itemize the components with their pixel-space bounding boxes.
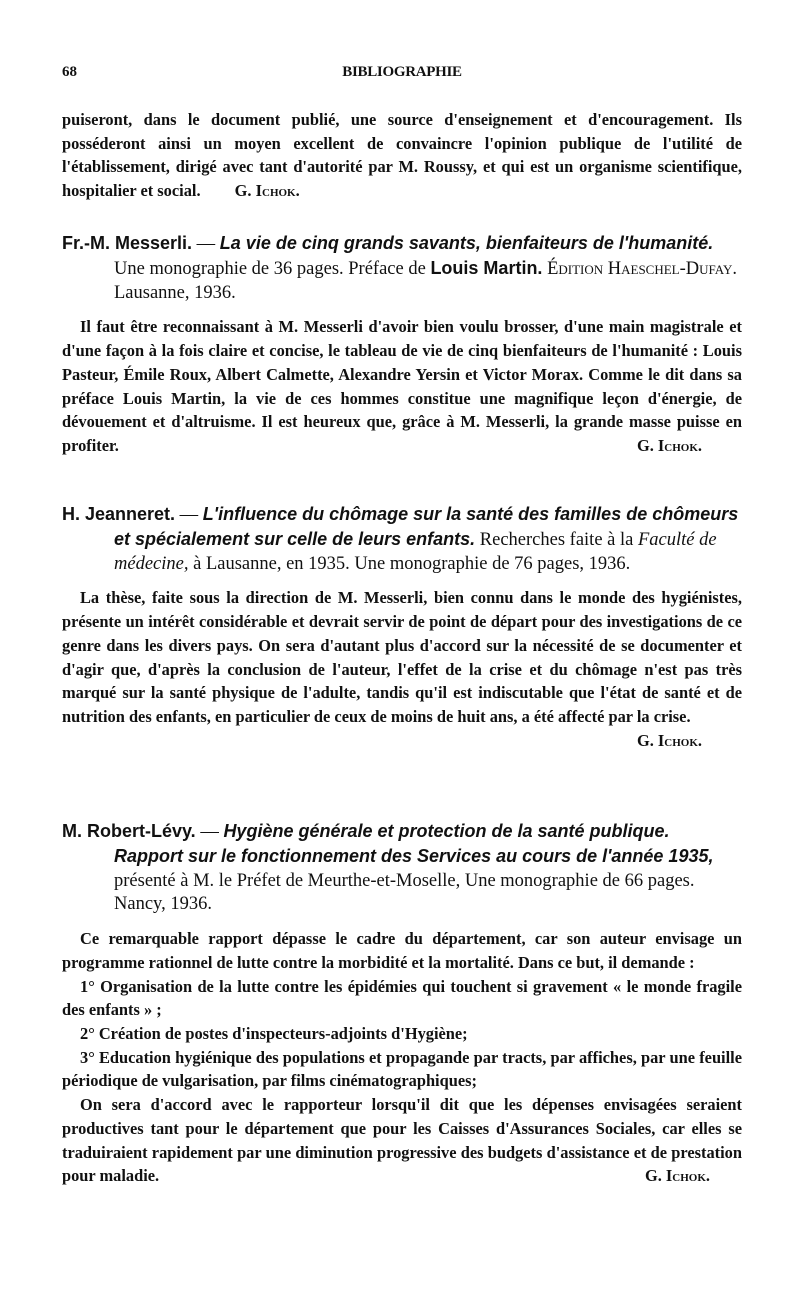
entry-review [62, 927, 742, 1188]
page-header [62, 64, 742, 88]
document-page [62, 0, 742, 1304]
entry-list-item: 3° Education hygiénique des populations et propagande par tracts, par affiches, par une feuille périodique de vulgarisation, par films cinématographiques; [62, 1047, 742, 1091]
entry-review [62, 586, 742, 750]
continuation-signature: G. Ichok. [234, 181, 300, 201]
entry-author: Fr.-M. Messerli. [62, 233, 193, 253]
entry-preface-author: Louis Martin. [430, 257, 543, 278]
entry-details: présenté à M. le Préfet de Meurthe-et-Moselle, Une monographie de 66 pages. Nancy, 1936. [114, 870, 695, 915]
entry-review [62, 315, 742, 457]
entry-title: Hygiène générale et protection de la santé publique. Rapport sur le fonctionnement des Services au cours de l'année 1935, [114, 821, 714, 866]
entry-details: Une monographie de 36 pages. Préface de [114, 258, 426, 279]
entry-author: H. Jeanneret. [62, 504, 176, 524]
page-number: 68 [62, 64, 77, 80]
entry-faculty: Faculté de médecine, [114, 529, 717, 574]
entry-review-outro [62, 1093, 742, 1188]
entry-title: La vie de cinq grands savants, bienfaiteurs de l'humanité. [219, 233, 714, 253]
entry-review-text: Il faut être reconnaissant à M. Messerli d'avoir bien voulu brosser, d'une main magistrale et d'une façon à la fois claire et concise, le tableau de vie de cinq bienfaiteurs de l'humanité : Louis Pasteur, Émile Roux, Albert Calmette, Alexandre Yersin et Victor Morax. Comme le dit dans sa préface Louis Martin, la vie de ces hommes constitue une magnifique leçon d'énergie, de dévouement et d'altruisme. Il est heureux que, grâce à M. Messerli, la grande masse puisse en profiter. [62, 317, 742, 455]
entry-author: M. Robert-Lévy. [62, 821, 196, 841]
entry-heading: H. Jeanneret. — L'influence du chômage sur la santé des familles de chômeurs et spécialement sur celle de leurs enfants. Recherches faite à la Faculté de médecine, à Lausanne, en 1935. Une monographie de 76 pages, 1936. [62, 504, 739, 574]
bibliography-entry-messerli [62, 232, 742, 458]
continuation-paragraph [62, 108, 742, 203]
entry-list-item: 2° Création de postes d'inspecteurs-adjoints d'Hygiène; [80, 1024, 468, 1043]
continuation-text: puiseront, dans le document publié, une source d'enseignement et d'encouragement. Ils posséderont ainsi un moyen excellent de convaincre l'opinion publique de l'utilité de l'établissement, dirigé avec tant d'autorité par M. Roussy, et qui est un organisme scientifique, hospitalier et social. [62, 110, 742, 201]
entry-title: L'influence du chômage sur la santé des familles de chômeurs et spécialement sur celle de leurs enfants. [114, 504, 739, 549]
entry-heading: Fr.-M. Messerli. — La vie de cinq grands savants, bienfaiteurs de l'humanité. Une monographie de 36 pages. Préface de Louis Martin. Édition Haeschel-Dufay. Lausanne, 1936. [62, 233, 737, 303]
bibliography-entry-jeanneret [62, 503, 742, 752]
entry-review-text: La thèse, faite sous la direction de M. Messerli, bien connu dans le monde des hygiénistes, présente un intérêt considérable et devrait servir de point de départ pour des investigations de ce genre dans les divers pays. On sera d'autant plus d'accord sur la nécessité de se documenter et d'agir que, d'après la conclusion de l'auteur, l'effet de la crise et du chômage n'est pas très marqué sur la santé physique de l'adulte, tandis qu'il est indiscutable que l'état de santé et de nutrition des enfants, en particulier de ceux de moins de huit ans, a été affecté par la crise. [62, 588, 742, 726]
entry-review-outro-text: On sera d'accord avec le rapporteur lorsqu'il dit que les dépenses envisagées seraient productives tant pour le département que pour les Caisses d'Assurances Sociales, car elles se traduiraient rapidement par une diminution progressive des budgets d'assistance et de prestation pour maladie. [62, 1095, 742, 1186]
entry-signature: G. Ichok. [636, 435, 702, 455]
entry-review-intro: Ce remarquable rapport dépasse le cadre du département, car son auteur envisage un programme rationnel de lutte contre la morbidité et la mortalité. Dans ce but, il demande : [62, 929, 742, 972]
entry-publisher: Édition Haeschel-Dufay. [547, 258, 737, 279]
entry-heading: M. Robert-Lévy. — Hygiène générale et protection de la santé publique. Rapport sur le fonctionnement des Services au cours de l'année 1935, présenté à M. le Préfet de Meurthe-et-Moselle, Une monographie de 66 pages. Nancy, 1936. [62, 821, 714, 915]
entry-signature: G. Ichok. [644, 1166, 710, 1186]
entry-place-year: Lausanne, 1936. [114, 282, 236, 303]
entry-list-item: 1° Organisation de la lutte contre les épidémies qui touchent si gravement « le monde fragile des enfants » ; [62, 976, 742, 1020]
entry-details: Recherches faite à la [479, 529, 634, 550]
entry-signature: G. Ichok. [636, 730, 702, 750]
bibliography-entry-robert-levy [62, 820, 742, 1188]
entry-details-2: à Lausanne, en 1935. Une monographie de 76 pages, 1936. [193, 553, 631, 574]
running-head: BIBLIOGRAPHIE [342, 64, 462, 80]
